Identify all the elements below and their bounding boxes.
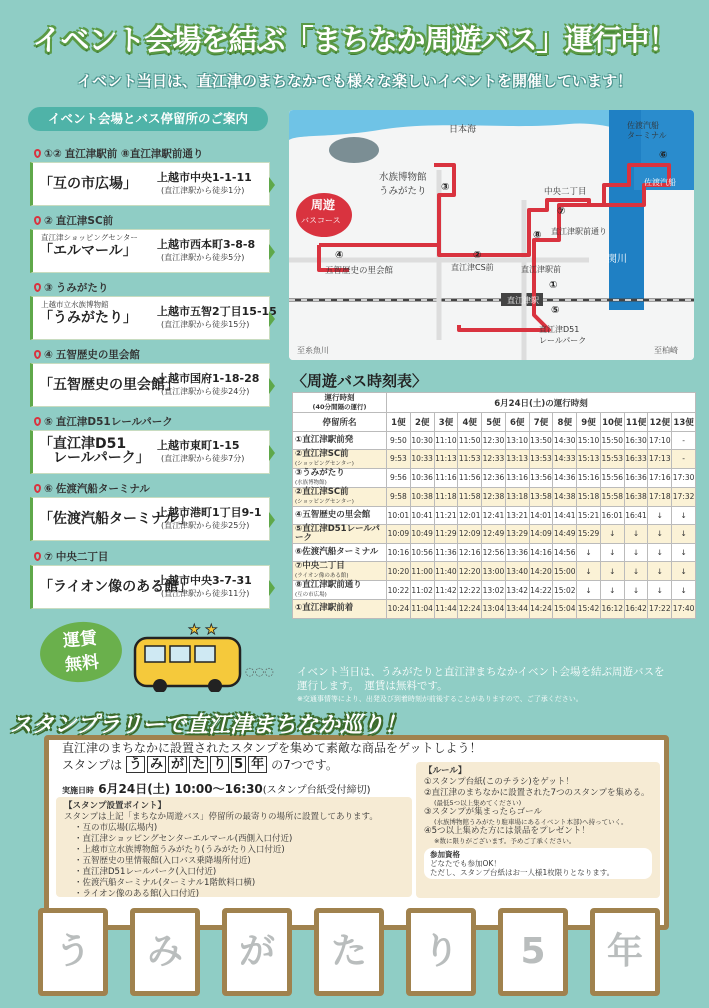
timetable-cell: 11:13 xyxy=(434,450,458,469)
timetable-cell: ↓ xyxy=(648,543,672,562)
stop-header: ①② 直江津駅前 ⑧直江津駅前通り xyxy=(30,145,270,162)
timetable-cell: 13:00 xyxy=(482,562,506,581)
timetable-cell: ↓ xyxy=(600,562,624,581)
stop-name: 「うみがたり」 xyxy=(39,310,137,326)
stop-box xyxy=(30,565,270,609)
timetable-cell: - xyxy=(672,450,696,469)
timetable-cell: ↓ xyxy=(672,543,696,562)
timetable-cell: 16:01 xyxy=(600,506,624,525)
stop-name: 「直江津D51 レールパーク」 xyxy=(39,436,150,466)
timetable-cell: 10:49 xyxy=(410,525,434,544)
timetable-cell: ↓ xyxy=(600,525,624,544)
stop-header: ⑥ 佐渡汽船ターミナル xyxy=(30,480,270,497)
stop-name: 「ライオン像のある館」 xyxy=(39,579,193,595)
timetable-cell: ↓ xyxy=(624,525,648,544)
map-d51-1: 直江津D51 xyxy=(539,325,580,334)
stop-name: 「互の市広場」 xyxy=(39,176,137,192)
svg-text:◌◌◌: ◌◌◌ xyxy=(245,665,274,678)
timetable-cell: 15:21 xyxy=(577,506,601,525)
map-pin-icon xyxy=(34,216,41,225)
stop-box xyxy=(30,430,270,474)
map-sea: 日本海 xyxy=(449,125,477,135)
stop-card xyxy=(30,413,270,474)
arrow-right-icon xyxy=(269,177,275,193)
timetable-cell: 10:09 xyxy=(387,525,411,544)
timetable-cell: 12:01 xyxy=(458,506,482,525)
timetable-cell: 13:44 xyxy=(505,600,529,619)
timetable-cell: 13:50 xyxy=(529,431,553,450)
timetable-cell: 15:13 xyxy=(577,450,601,469)
stop-card xyxy=(30,480,270,541)
stamp-cell[interactable]: た xyxy=(314,908,384,996)
timetable-cell: 13:18 xyxy=(505,487,529,506)
timetable-cell: 10:30 xyxy=(410,431,434,450)
timetable-cell: 15:04 xyxy=(553,600,577,619)
timetable-cell: ↓ xyxy=(648,562,672,581)
bus-icon xyxy=(130,620,280,692)
timetable-cell: 13:04 xyxy=(482,600,506,619)
timetable-cell: 15:58 xyxy=(600,487,624,506)
timetable-stop-name: ⑥佐渡汽船ターミナル xyxy=(293,543,387,562)
timetable-cell: 11:58 xyxy=(458,487,482,506)
stop-name: 「五智歴史の里会館」 xyxy=(39,377,179,393)
stamp-cell[interactable]: う xyxy=(38,908,108,996)
timetable-cell: 14:36 xyxy=(553,468,577,487)
timetable-row xyxy=(293,431,696,450)
timetable-cell: 10:22 xyxy=(387,581,411,600)
timetable-cell: 11:40 xyxy=(434,562,458,581)
timetable-cell: ↓ xyxy=(577,543,601,562)
timetable-cell: 12:30 xyxy=(482,431,506,450)
timetable-cell: 11:42 xyxy=(434,581,458,600)
timetable-run-header: 12便 xyxy=(648,413,672,432)
timetable-cell: ↓ xyxy=(624,543,648,562)
stamp-char-box: 年 xyxy=(248,756,267,773)
stamp-char-box: み xyxy=(147,756,166,773)
timetable-cell: 11:53 xyxy=(458,450,482,469)
stop-address: 上越市中央1-1-11 xyxy=(157,171,252,184)
arrow-right-icon xyxy=(269,244,275,260)
timetable-cell: ↓ xyxy=(672,562,696,581)
stamp-cell[interactable]: 5 xyxy=(498,908,568,996)
timetable-cell: 11:04 xyxy=(410,600,434,619)
timetable-run-header: 2便 xyxy=(410,413,434,432)
timetable-cell: 16:30 xyxy=(624,431,648,450)
timetable-cell: ↓ xyxy=(624,581,648,600)
map-terminal-1: 佐渡汽船 xyxy=(627,121,659,130)
timetable-cell: - xyxy=(672,431,696,450)
arrow-right-icon xyxy=(269,311,275,327)
arrow-right-icon xyxy=(269,378,275,394)
stamp-cell[interactable]: り xyxy=(406,908,476,996)
stop-box: 直江津ショッピングセンター 「エルマール」 上越市西本町3-8-8 (直江津駅から徒歩5分) xyxy=(30,229,270,273)
timetable-cell: ↓ xyxy=(672,581,696,600)
timetable-cell: ↓ xyxy=(648,581,672,600)
map-course-label: 周遊 xyxy=(311,198,336,212)
map-station-front: 直江津駅前 xyxy=(521,265,561,274)
map-pin-icon xyxy=(34,552,41,561)
stamp-point-item: ・直江津ショッピングセンターエルマール(西側入口付近) xyxy=(74,834,293,844)
timetable-stop-col: 停留所名 xyxy=(293,413,387,432)
map-terminal-2: ターミナル xyxy=(627,131,667,140)
timetable-row xyxy=(293,543,696,562)
timetable-cell: ↓ xyxy=(624,562,648,581)
timetable-cell: 12:22 xyxy=(458,581,482,600)
stamp-point-item: ・五智歴史の里情報館(入口バス乗降場所付近) xyxy=(74,856,251,866)
stop-box xyxy=(30,162,270,206)
map-station: 直江津駅 xyxy=(507,296,539,305)
stamp-char-box: う xyxy=(126,756,145,773)
timetable-stop-name: ③うみがたり (水族博物館) xyxy=(293,468,387,487)
timetable-cell: 13:21 xyxy=(505,506,529,525)
timetable-cell: 13:58 xyxy=(529,487,553,506)
timetable-cell: 12:20 xyxy=(458,562,482,581)
timetable-cell: 10:20 xyxy=(387,562,411,581)
stop-header: ② 直江津SC前 xyxy=(30,212,270,229)
stop-box xyxy=(30,363,270,407)
timetable-cell: 13:16 xyxy=(505,468,529,487)
timetable-row xyxy=(293,468,696,487)
timetable-cell: 10:01 xyxy=(387,506,411,525)
stamp-title: スタンプラリーで直江津まちなか巡り！ xyxy=(10,713,407,738)
stamp-period: 実施日時 6月24日(土) 10:00～16:30(スタンプ台紙受付締切) xyxy=(62,782,371,796)
stamp-points: 【スタンプ設置ポイント】 スタンプは上記「まちなか周遊バス」停留所の最寄りの場所に設置してあります。 ・互の市広場(広場内) ・直江津ショッピングセンターエルマール(西側入口付近) ・上越市立水族博物館うみがたり(うみがたり入口付近) ・五智歴史の里情報館(入口バス乗降場所付近) ・直江津D51レールパーク(入口付近) ・佐渡汽船ターミナル(ターミナル1階飲料口横) ・ライオン像のある館(入口付近) xyxy=(56,797,412,897)
stop-walk: (直江津駅から徒歩7分) xyxy=(161,454,245,463)
timetable-cell: 14:22 xyxy=(529,581,553,600)
stop-box: 上越市立水族博物館 「うみがたり」 上越市五智2丁目15-15 (直江津駅から徒歩15分) xyxy=(30,296,270,340)
timetable-cell: 15:29 xyxy=(577,525,601,544)
timetable-cell: 12:33 xyxy=(482,450,506,469)
timetable-cell: 10:38 xyxy=(410,487,434,506)
timetable-cell: 17:18 xyxy=(648,487,672,506)
map-pin-icon xyxy=(34,350,41,359)
timetable-cell: 17:30 xyxy=(672,468,696,487)
fare-badge: 運賃 無料 xyxy=(38,619,125,686)
qualification: 参加資格 どなたでも参加OK！ ただし、スタンプ台紙はお一人様1枚限りとなります。 xyxy=(424,848,652,879)
timetable-cell: 10:33 xyxy=(410,450,434,469)
timetable-run-header: 7便 xyxy=(529,413,553,432)
timetable-cell: 14:33 xyxy=(553,450,577,469)
stop-address: 上越市中央3-7-31 xyxy=(157,574,252,587)
map-to-east: 至柏崎 xyxy=(654,346,678,355)
timetable-cell: 11:21 xyxy=(434,506,458,525)
timetable-cell: 14:16 xyxy=(529,543,553,562)
timetable-cell: 13:56 xyxy=(529,468,553,487)
timetable-cell: 16:38 xyxy=(624,487,648,506)
stop-card xyxy=(30,279,277,340)
stamp-char-box: が xyxy=(168,756,187,773)
timetable-cell: 10:41 xyxy=(410,506,434,525)
timetable-cell: 16:41 xyxy=(624,506,648,525)
map-to-west: 至糸魚川 xyxy=(297,346,329,355)
rule-item: ①スタンプ台紙(このチラシ)をゲット！ xyxy=(424,777,574,787)
timetable-cell: 9:56 xyxy=(387,468,411,487)
stop-header: ④ 五智歴史の里会館 xyxy=(30,346,270,363)
stamp-point-item: ・直江津D51レールパーク(入口付近) xyxy=(74,867,217,877)
timetable-cell: 12:16 xyxy=(458,543,482,562)
timetable-cell: 12:36 xyxy=(482,468,506,487)
timetable-cell: 15:53 xyxy=(600,450,624,469)
stop-card xyxy=(30,548,270,609)
map-pin-3: ③ xyxy=(441,182,450,193)
timetable-stop-name: ②直江津SC前 (ショッピングセンター) xyxy=(293,450,387,469)
timetable-cell: ↓ xyxy=(648,506,672,525)
timetable-cell: 11:56 xyxy=(458,468,482,487)
timetable-cell: 13:02 xyxy=(482,581,506,600)
timetable-cell: ↓ xyxy=(672,525,696,544)
stamp-char-box: り xyxy=(210,756,229,773)
stop-walk: (直江津駅から徒歩5分) xyxy=(161,253,245,262)
timetable-cell: 10:24 xyxy=(387,600,411,619)
map-dori: 直江津駅前通り xyxy=(551,227,607,236)
stamp-point-item: ・上越市立水族博物館うみがたり(うみがたり入口付近) xyxy=(74,845,285,855)
timetable-cell: 14:56 xyxy=(553,543,577,562)
stops-header: イベント会場とバス停留所のご案内 xyxy=(28,107,268,131)
timetable-cell: ↓ xyxy=(600,543,624,562)
timetable-cell: 11:36 xyxy=(434,543,458,562)
timetable-footnote: ※交通事情等により、出発及び到着時刻が前後することがありますので、ご了承ください。 xyxy=(297,695,583,703)
map-pin-icon xyxy=(34,484,41,493)
timetable-cell: 14:09 xyxy=(529,525,553,544)
rule-item: ④5つ以上集めた方には景品をプレゼント！ ※数に限りがございます。予めご了承ください。 xyxy=(424,826,590,845)
timetable-cell: 16:12 xyxy=(600,600,624,619)
timetable-title: 〈周遊バス時刻表〉 xyxy=(292,372,428,390)
map-pin-8: ⑧ xyxy=(533,230,542,241)
timetable-cell: 15:00 xyxy=(553,562,577,581)
page-subtitle: イベント当日は、直江津のまちなかでも様々な楽しいイベントを開催しています！ xyxy=(76,72,632,90)
timetable-cell: 11:44 xyxy=(434,600,458,619)
timetable-cell: 11:18 xyxy=(434,487,458,506)
timetable-cell: 17:40 xyxy=(672,600,696,619)
timetable-cell: 14:20 xyxy=(529,562,553,581)
timetable-stop-name: ④五智歴史の里会館 xyxy=(293,506,387,525)
stop-name: 「佐渡汽船ターミナル」 xyxy=(39,511,193,527)
timetable-cell: 9:58 xyxy=(387,487,411,506)
timetable-run-header: 13便 xyxy=(672,413,696,432)
rule-item: ②直江津のまちなかに設置された7つのスタンプを集める。 (最低5つ以上集めてください) xyxy=(424,788,650,807)
timetable-cell: 15:16 xyxy=(577,468,601,487)
timetable-cell: 14:38 xyxy=(553,487,577,506)
timetable-date-header: 6月24日(土)の運行時刻 xyxy=(387,393,696,413)
timetable-cell: 11:10 xyxy=(434,431,458,450)
timetable-row xyxy=(293,600,696,619)
timetable-run-header: 8便 xyxy=(553,413,577,432)
stamp-char-box: た xyxy=(189,756,208,773)
timetable-cell: 9:53 xyxy=(387,450,411,469)
timetable-stop-name: ①直江津駅前発 xyxy=(293,431,387,450)
timetable-cell: 11:29 xyxy=(434,525,458,544)
timetable-cell: 11:16 xyxy=(434,468,458,487)
stamp-point-item: ・佐渡汽船ターミナル(ターミナル1階飲料口横) xyxy=(74,878,256,888)
timetable-cell: 9:50 xyxy=(387,431,411,450)
timetable-cell: 12:38 xyxy=(482,487,506,506)
timetable-cell: 16:36 xyxy=(624,468,648,487)
stop-header: ⑦ 中央二丁目 xyxy=(30,548,270,565)
timetable-cell: 13:40 xyxy=(505,562,529,581)
timetable-run-header: 5便 xyxy=(482,413,506,432)
timetable-cell: 15:10 xyxy=(577,431,601,450)
map-pin-5: ⑤ xyxy=(551,305,560,316)
timetable-cell: ↓ xyxy=(672,506,696,525)
timetable-row xyxy=(293,506,696,525)
timetable-stop-name: ⑧直江津駅前通り (互の市広場) xyxy=(293,581,387,600)
timetable xyxy=(292,392,696,619)
page-title: イベント会場を結ぶ「まちなか周遊バス」運行中！ xyxy=(32,23,677,57)
arrow-right-icon xyxy=(269,580,275,596)
timetable-stop-name: ②直江津SC前 (ショッピングセンター) xyxy=(293,487,387,506)
map-pin-icon xyxy=(34,283,41,292)
timetable-note: イベント当日は、うみがたりと直江津まちなかイベント会場を結ぶ周遊バスを 運行します。 運賃は無料です。 xyxy=(297,666,665,693)
map-gochi: 五智歴史の里会館 xyxy=(325,266,394,276)
map-aquarium-2: うみがたり xyxy=(379,186,427,197)
timetable-stop-name: ①直江津駅前着 xyxy=(293,600,387,619)
timetable-cell: 12:41 xyxy=(482,506,506,525)
timetable-stop-name: ⑤直江津D51レールパーク xyxy=(293,525,387,544)
stop-address: 上越市西本町3-8-8 xyxy=(157,238,256,251)
timetable-run-header: 3便 xyxy=(434,413,458,432)
timetable-row xyxy=(293,581,696,600)
timetable-cell: 13:13 xyxy=(505,450,529,469)
timetable-cell: 15:50 xyxy=(600,431,624,450)
stamp-count: スタンプは う み が た り 5 年 の7つです。 xyxy=(62,757,338,772)
timetable-cell: 10:56 xyxy=(410,543,434,562)
timetable-stop-name: ⑦中央二丁目 (ライオン像のある館) xyxy=(293,562,387,581)
timetable-cell: 15:42 xyxy=(577,600,601,619)
map-course-sub: バスコース xyxy=(301,216,341,225)
timetable-cell: 14:30 xyxy=(553,431,577,450)
map-pin-2: ② xyxy=(473,250,482,261)
timetable-cell: 15:18 xyxy=(577,487,601,506)
stamp-cell[interactable]: 年 xyxy=(590,908,660,996)
timetable-cell: 17:22 xyxy=(648,600,672,619)
timetable-cell: ↓ xyxy=(577,581,601,600)
timetable-row xyxy=(293,450,696,469)
timetable-cell: 17:13 xyxy=(648,450,672,469)
map-port: 佐渡汽船 xyxy=(644,178,676,187)
timetable-run-header: 6便 xyxy=(505,413,529,432)
timetable-cell: ↓ xyxy=(577,562,601,581)
stop-walk: (直江津駅から徒歩25分) xyxy=(161,521,250,530)
arrow-right-icon xyxy=(269,512,275,528)
timetable-cell: ↓ xyxy=(600,581,624,600)
timetable-cell: 10:36 xyxy=(410,468,434,487)
timetable-run-header: 1便 xyxy=(387,413,411,432)
stop-walk: (直江津駅から徒歩11分) xyxy=(161,589,250,598)
stamp-char-box: 5 xyxy=(231,756,246,773)
timetable-cell: 17:10 xyxy=(648,431,672,450)
timetable-cell: 17:32 xyxy=(672,487,696,506)
stop-box xyxy=(30,497,270,541)
map-pin-4: ④ xyxy=(335,250,344,261)
timetable-cell: 12:24 xyxy=(458,600,482,619)
timetable-cell: 12:56 xyxy=(482,543,506,562)
timetable-cell: 13:42 xyxy=(505,581,529,600)
timetable-cell: 11:02 xyxy=(410,581,434,600)
map-river-label: 関川 xyxy=(607,254,627,265)
stop-card xyxy=(30,346,270,407)
stop-walk: (直江津駅から徒歩24分) xyxy=(161,387,250,396)
timetable-cell: 11:00 xyxy=(410,562,434,581)
timetable-cell: 15:56 xyxy=(600,468,624,487)
map-pin-icon xyxy=(34,417,41,426)
stamp-description: 直江津のまちなかに設置されたスタンプを集めて素敵な商品をゲットしよう！ xyxy=(62,741,482,755)
map-d51-2: レールパーク xyxy=(539,336,587,345)
stamp-cell[interactable]: み xyxy=(130,908,200,996)
stop-header: ③ うみがたり xyxy=(30,279,270,296)
timetable-cell: 16:33 xyxy=(624,450,648,469)
map-sc: 直江津CS前 xyxy=(451,263,494,272)
map-pin-7: ⑦ xyxy=(557,206,566,217)
stop-header: ⑤ 直江津D51レールパーク xyxy=(30,413,270,430)
map-pin-icon xyxy=(34,149,41,158)
timetable-cell: 14:24 xyxy=(529,600,553,619)
map-pin-1: ① xyxy=(549,280,558,291)
timetable-run-header: 10便 xyxy=(600,413,624,432)
stop-address: 上越市港町1丁目9-1 xyxy=(157,506,262,519)
map-pin-6: ⑥ xyxy=(659,150,668,161)
timetable-row xyxy=(293,525,696,544)
stop-name: 「エルマール」 xyxy=(39,243,137,259)
stamp-point-item: ・互の市広場(広場内) xyxy=(74,823,158,833)
timetable-corner: 運行時刻 (40分間隔の運行) xyxy=(293,393,387,413)
stop-card xyxy=(30,212,270,273)
timetable-cell: 11:50 xyxy=(458,431,482,450)
stop-walk: (直江津駅から徒歩15分) xyxy=(161,320,250,329)
svg-text:★ ★: ★ ★ xyxy=(188,622,218,638)
stop-address: 上越市国府1-18-28 xyxy=(157,372,260,385)
map-chuo: 中央二丁目 xyxy=(544,187,587,197)
timetable-cell: 13:36 xyxy=(505,543,529,562)
stop-card xyxy=(30,145,270,206)
timetable-run-header: 9便 xyxy=(577,413,601,432)
timetable-cell: 13:53 xyxy=(529,450,553,469)
timetable-cell: 12:09 xyxy=(458,525,482,544)
stop-walk: (直江津駅から徒歩1分) xyxy=(161,186,245,195)
timetable-cell: 16:42 xyxy=(624,600,648,619)
timetable-cell: 17:16 xyxy=(648,468,672,487)
timetable-row xyxy=(293,487,696,506)
stop-address: 上越市五智2丁目15-15 xyxy=(157,305,277,318)
timetable-run-header: 11便 xyxy=(624,413,648,432)
stamp-point-item: ・ライオン像のある館(入口付近) xyxy=(74,889,200,899)
timetable-cell: 15:02 xyxy=(553,581,577,600)
rule-item: ③スタンプが集まったらゴール (水族博物館うみがたり駐車場にあるイベント本部)へ持っていく。 xyxy=(424,807,628,826)
timetable-cell: 13:10 xyxy=(505,431,529,450)
timetable-cell: 10:16 xyxy=(387,543,411,562)
stamp-rules: 【ルール】 ①スタンプ台紙(このチラシ)をゲット！ ②直江津のまちなかに設置された7つのスタンプを集める。 (最低5つ以上集めてください) ③スタンプが集まったらゴール (水族博物館うみがたり駐車場にあるイベント本部)へ持っていく。 ④5つ以上集めた方には景品をプレゼント！ ※数に限りがございます。予めご了承ください。 参加資格 どなたでも参加OK！ ただし、スタンプ台紙はお一人様1枚限りとなります。 xyxy=(416,762,660,898)
stop-address: 上越市東町1-15 xyxy=(157,439,240,452)
timetable-row xyxy=(293,562,696,581)
stamp-cell[interactable]: が xyxy=(222,908,292,996)
timetable-run-header: 4便 xyxy=(458,413,482,432)
timetable-cell: 14:01 xyxy=(529,506,553,525)
timetable-cell: 12:49 xyxy=(482,525,506,544)
route-map xyxy=(289,110,694,360)
route-map-svg xyxy=(289,110,694,360)
timetable-cell: ↓ xyxy=(648,525,672,544)
map-aquarium-1: 水族博物館 xyxy=(379,172,427,183)
timetable-cell: 14:49 xyxy=(553,525,577,544)
timetable-cell: 13:29 xyxy=(505,525,529,544)
arrow-right-icon xyxy=(269,445,275,461)
timetable-cell: 14:41 xyxy=(553,506,577,525)
